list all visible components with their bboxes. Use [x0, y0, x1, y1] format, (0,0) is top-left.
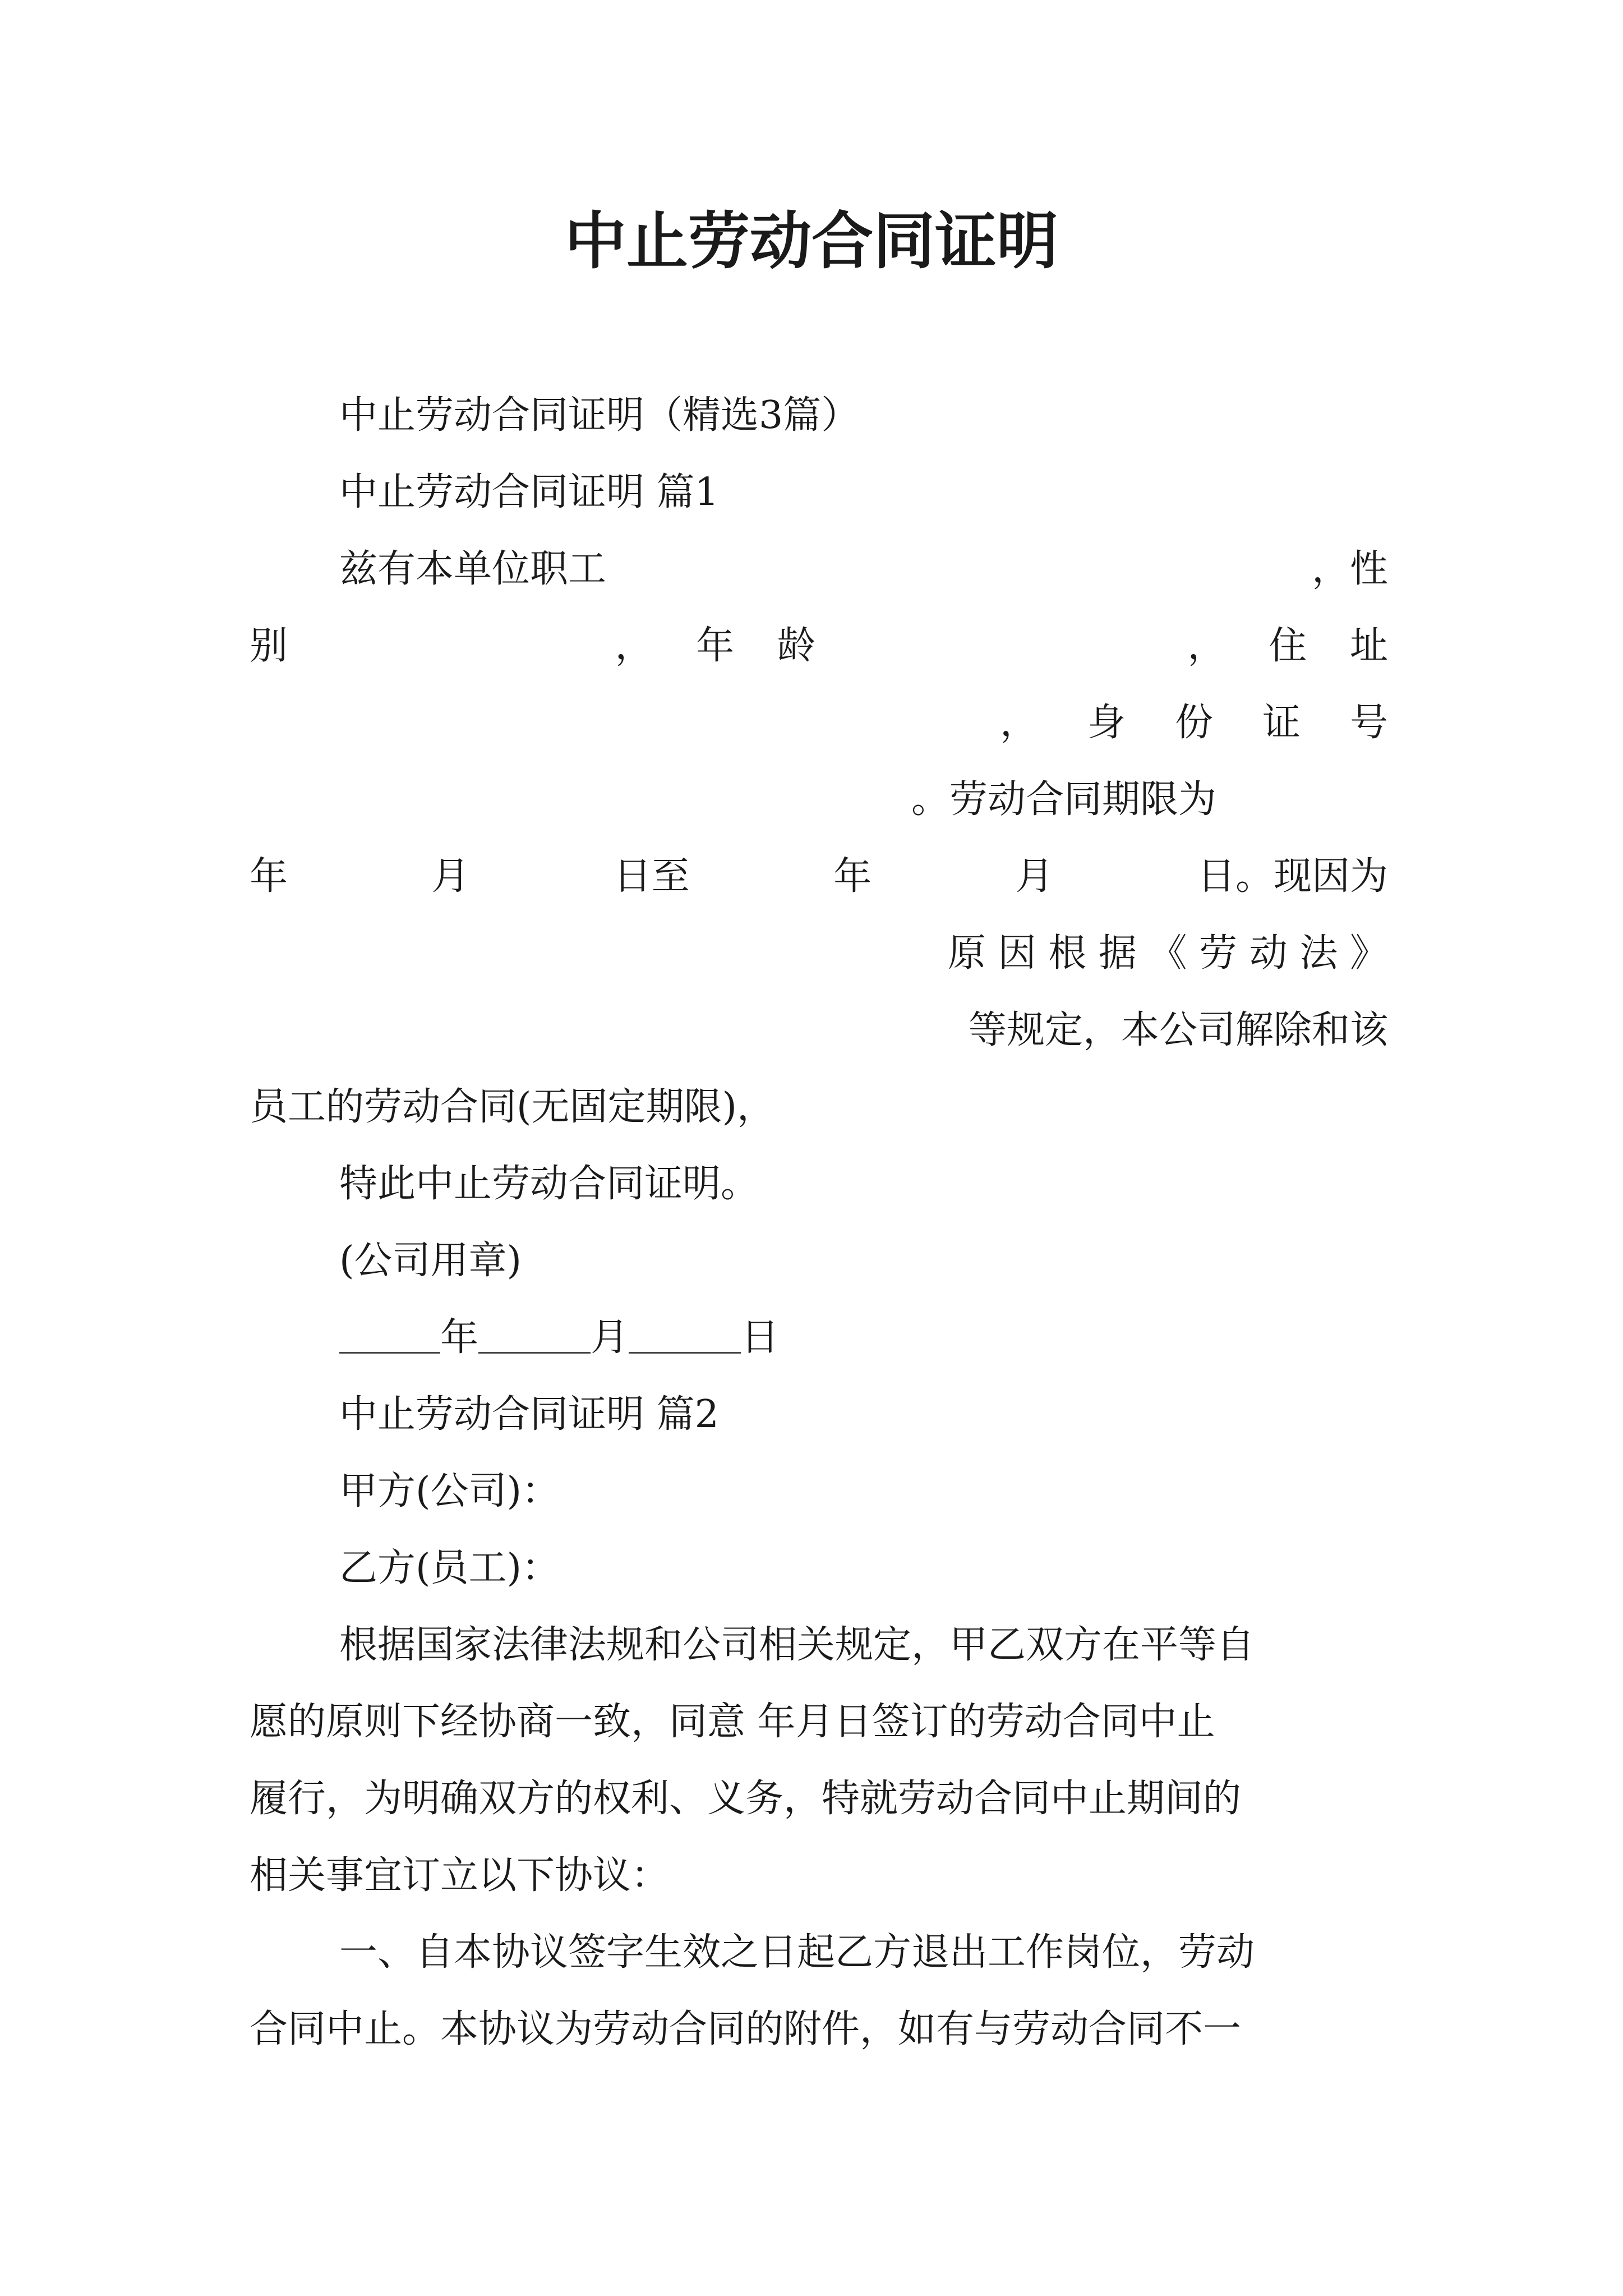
company-seal-label: (公司用章): [339, 1239, 522, 1283]
text: 年: [696, 624, 735, 668]
text: 龄: [777, 624, 815, 668]
text: 别: [250, 624, 288, 668]
text: 。劳动合同期限为: [911, 777, 1217, 822]
text: 兹有本单位职工: [339, 547, 607, 591]
text: 日至: [613, 854, 690, 899]
text: 月: [431, 854, 470, 899]
text: 日。现因为: [1197, 854, 1388, 899]
text: 号: [1349, 701, 1388, 745]
text: 身: [1087, 701, 1126, 745]
text: 份: [1174, 701, 1213, 745]
party-a-label: 甲方(公司)：: [339, 1469, 560, 1513]
text: ，性: [1311, 547, 1388, 591]
text: 年: [250, 854, 288, 899]
text: ，: [615, 624, 653, 668]
text: ，: [999, 701, 1038, 745]
text: 日: [741, 1315, 780, 1360]
contract-term-line: [250, 761, 1388, 838]
text: 原 因 根 据 《 劳 动 法 》: [948, 931, 1388, 976]
text-line: 合同中止。本协议为劳动合同的附件，如有与劳动合同不一: [250, 2007, 1242, 2051]
signature-date-line: [250, 1299, 1388, 1376]
text: 月: [1015, 854, 1054, 899]
document-body: [250, 377, 1388, 2068]
party-b-label: 乙方(员工)：: [339, 1546, 560, 1590]
text: 年: [440, 1315, 479, 1360]
text-line: 一、自本协议签字生效之日起乙方退出工作岗位，劳动: [339, 1930, 1255, 1975]
text-line: 愿的原则下经协商一致，同意 年月日签订的劳动合同中止: [250, 1700, 1215, 1744]
part1-heading: 中止劳动合同证明 篇1: [339, 470, 719, 514]
text: ，: [1187, 624, 1226, 668]
text: 址: [1349, 624, 1388, 668]
blank-day: [629, 1351, 741, 1354]
text: 月: [591, 1315, 629, 1360]
blank-month: [478, 1351, 591, 1354]
document-title: 中止劳动合同证明: [565, 205, 1058, 277]
text-line: 特此中止劳动合同证明。: [339, 1162, 759, 1206]
law-line: [250, 992, 1388, 1069]
reason-line: [250, 915, 1388, 992]
employee-line: [250, 531, 1388, 608]
blank-year: [339, 1351, 440, 1354]
text: 年: [833, 854, 872, 899]
text: 证: [1262, 701, 1301, 745]
subtitle: 中止劳动合同证明（精选3篇）: [339, 393, 860, 438]
gender-age-line: [250, 608, 1388, 684]
address-id-line: [250, 684, 1388, 761]
text-line: 相关事宜订立以下协议：: [250, 1853, 670, 1898]
date-range-line: [250, 838, 1388, 915]
text-line: 履行，为明确双方的权利、义务，特就劳动合同中止期间的: [250, 1777, 1242, 1821]
text: 等规定，本公司解除和该: [968, 1008, 1388, 1052]
part2-heading: 中止劳动合同证明 篇2: [339, 1392, 719, 1437]
text-line: 根据国家法律法规和公司相关规定，甲乙双方在平等自: [339, 1623, 1255, 1667]
text-line: 员工的劳动合同(无固定期限)，: [250, 1085, 776, 1129]
text: 住: [1269, 624, 1307, 668]
